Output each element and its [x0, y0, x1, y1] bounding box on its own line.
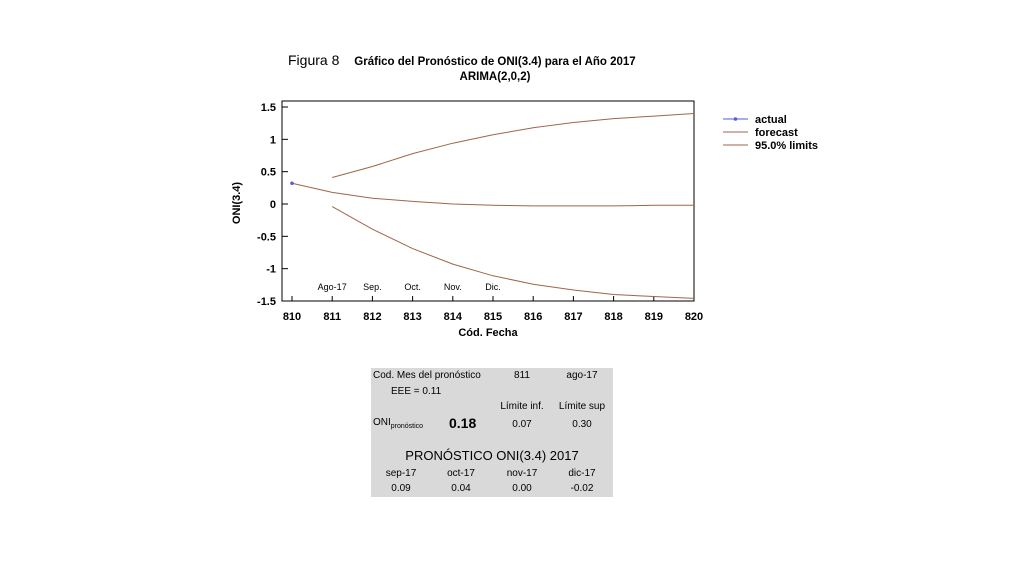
limit-sup-label: Límite sup	[558, 401, 606, 412]
upper-limit-line	[332, 114, 694, 178]
y-axis	[257, 102, 288, 308]
x-tick-label: 815	[483, 311, 503, 323]
x-tick-label: 819	[644, 311, 663, 323]
forecast-month-code: 811	[514, 370, 530, 381]
x-tick-label: 811	[323, 311, 342, 323]
month-nov: nov-17	[506, 468, 538, 479]
legend-label: actual	[755, 114, 787, 126]
value-sep: 0.09	[391, 483, 411, 494]
month-annotation: Ago-17	[317, 282, 347, 292]
y-tick-label: -1.5	[257, 296, 276, 308]
month-sep: sep-17	[385, 468, 417, 479]
oni-label: $ONI_{pronóstico}$	[373, 417, 424, 430]
value-oct: 0.04	[451, 483, 471, 494]
month-annotation: Dic.	[485, 282, 501, 292]
legend	[723, 114, 818, 152]
x-tick-label: 816	[524, 311, 543, 323]
limit-sup-value: 0.30	[572, 419, 592, 430]
figure-label: Figura 8	[288, 52, 340, 68]
forecast-month: ago-17	[566, 370, 598, 381]
chart-subtitle: ARIMA(2,0,2)	[459, 71, 531, 83]
month-annotation: Sep.	[363, 282, 382, 292]
table-heading: PRONÓSTICO ONI(3.4) 2017	[405, 448, 579, 463]
month-oct: oct-17	[447, 468, 475, 479]
oni-forecast-value: 0.18	[449, 415, 477, 431]
y-tick-label: 1.5	[260, 102, 276, 114]
x-tick-label: 812	[363, 311, 382, 323]
legend-marker-actual	[734, 117, 738, 121]
eee-value: EEE = 0.11	[391, 386, 442, 397]
month-labels	[318, 282, 501, 292]
value-nov: 0.00	[512, 483, 532, 494]
x-axis	[283, 296, 703, 323]
y-tick-label: -1	[266, 263, 276, 276]
series-lines	[290, 114, 694, 299]
x-tick-label: 814	[443, 311, 462, 323]
x-tick-label: 817	[564, 311, 583, 323]
x-axis-label: Cód. Fecha	[458, 327, 518, 339]
limit-inf-label: Límite inf.	[500, 401, 544, 412]
legend-label: forecast	[755, 127, 798, 139]
lower-limit-line	[332, 207, 694, 299]
month-annotation: Oct.	[404, 282, 421, 292]
limit-inf-value: 0.07	[512, 419, 532, 430]
x-tick-label: 810	[282, 311, 302, 323]
forecast-month-code-label: Cod. Mes del pronóstico	[373, 370, 481, 381]
x-tick-label: 813	[403, 311, 422, 323]
x-tick-label: 820	[684, 311, 704, 323]
y-tick-label: 0.5	[260, 166, 276, 179]
y-tick-label: 1	[269, 134, 276, 147]
y-axis-label: ONI(3.4)	[231, 181, 243, 225]
month-dic: dic-17	[568, 468, 596, 479]
chart-title: Gráfico del Pronóstico de ONI(3.4) para el Año 2017	[354, 56, 636, 68]
y-tick-label: -0.5	[257, 231, 276, 244]
forecast-summary-table	[371, 368, 613, 497]
actual-point	[290, 182, 294, 186]
forecast-line	[292, 183, 694, 206]
y-tick-label: 0	[269, 199, 276, 211]
legend-label: 95.0% limits	[755, 140, 818, 152]
value-dic: -0.02	[570, 483, 594, 494]
month-annotation: Nov.	[443, 282, 462, 292]
plot-frame	[282, 101, 694, 301]
x-tick-label: 818	[604, 311, 623, 323]
